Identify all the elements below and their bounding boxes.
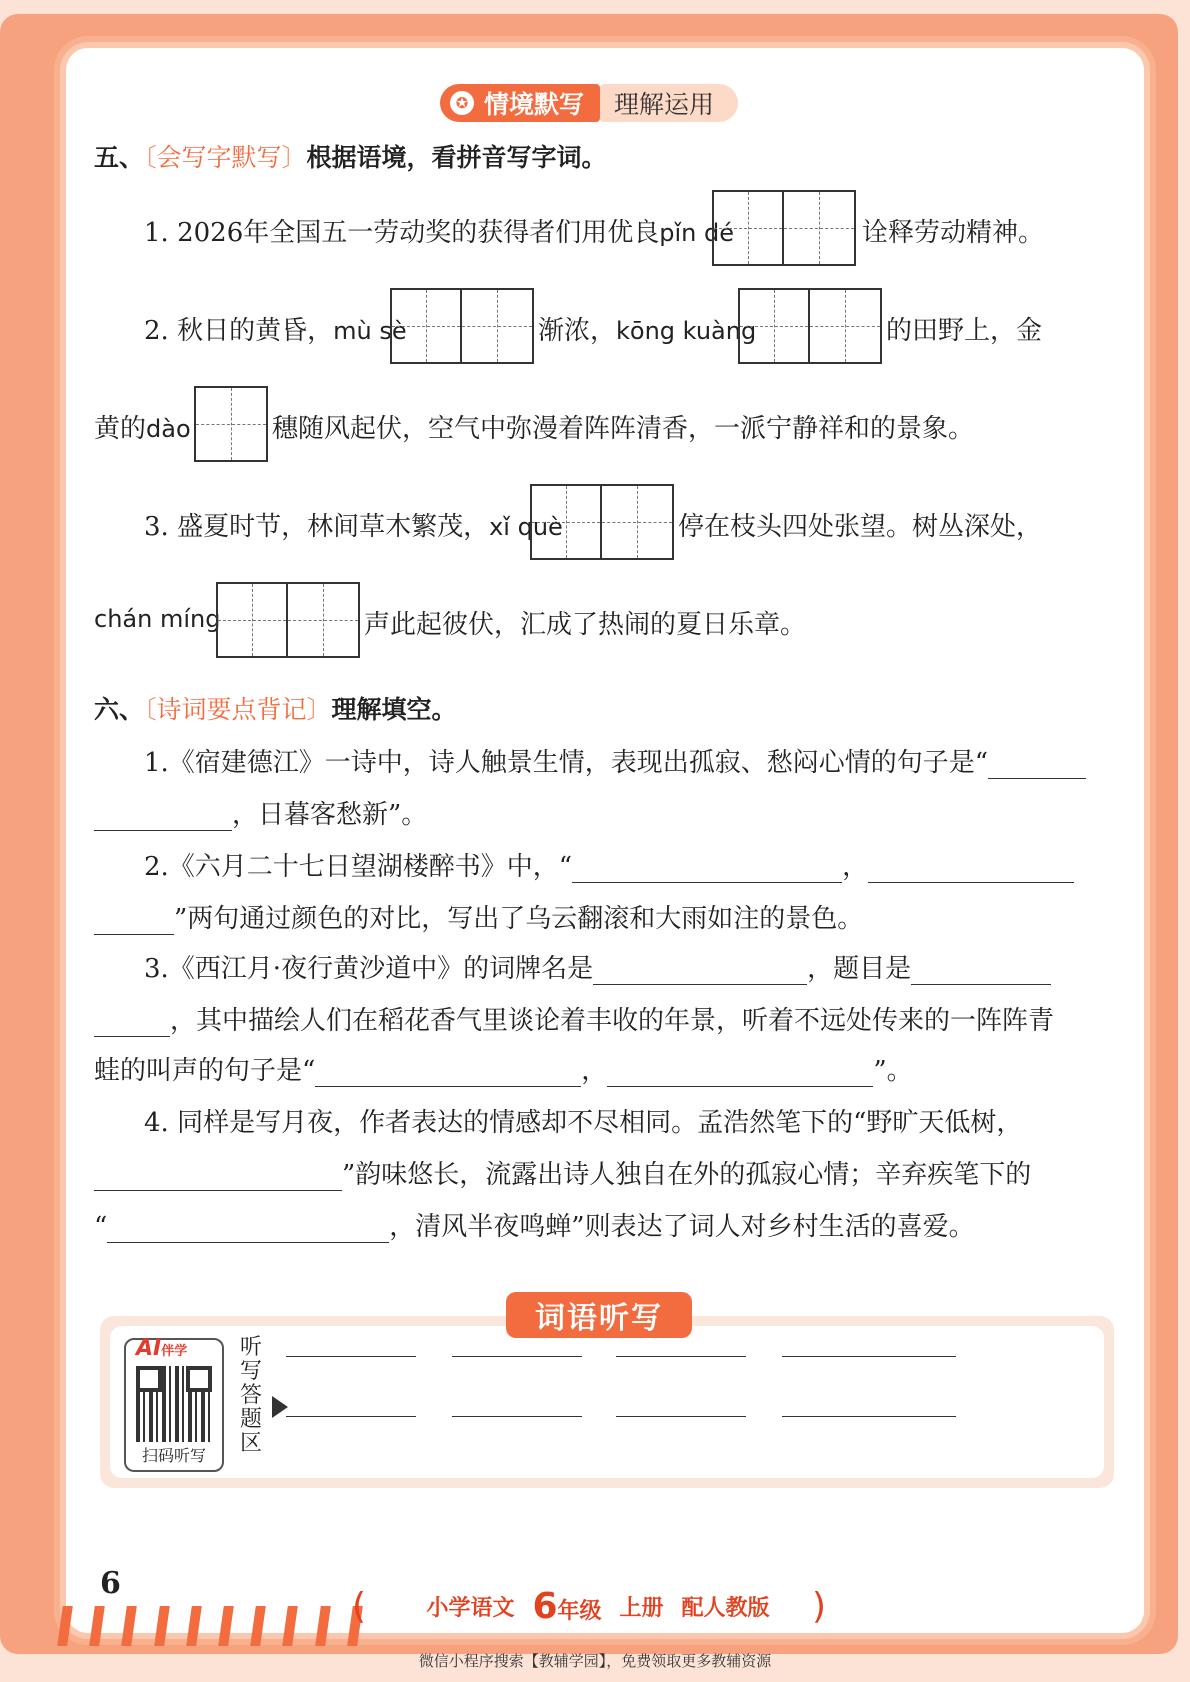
s5-q2-mid2: 的田野上，金 xyxy=(886,316,1043,346)
s6-q4-line2: ”韵味悠长，流露出诗人独自在外的孤寂心情；辛弃疾笔下的 xyxy=(94,1154,1031,1191)
pinyin: xǐ què xyxy=(489,513,563,541)
s5-q3-before: 3. 盛夏时节，林间草木繁茂，xǐ què xyxy=(144,512,563,542)
dictation-line[interactable] xyxy=(616,1416,746,1417)
answer-blank[interactable] xyxy=(988,752,1086,779)
s5-q2-line2-before: 黄的dào xyxy=(94,414,191,444)
pinyin: dào xyxy=(146,415,191,443)
answer-blank[interactable] xyxy=(94,1010,170,1037)
section6-tag: 〔诗词要点背记〕 xyxy=(144,695,332,724)
dictation-line[interactable] xyxy=(782,1356,956,1357)
section5-tag: 〔会写字默写〕 xyxy=(144,143,307,172)
footer-volume: 上册 xyxy=(619,1595,664,1621)
char-grid[interactable] xyxy=(712,190,856,266)
answer-blank[interactable] xyxy=(94,908,174,935)
answer-blank[interactable] xyxy=(107,1216,389,1243)
footer-paren-left: ( xyxy=(352,1586,367,1627)
qr-code-icon[interactable] xyxy=(136,1366,212,1442)
s6-q3-line3: 蛙的叫声的句子是“ ， ”。 xyxy=(94,1056,913,1086)
ai-logo: AI伴学 xyxy=(136,1336,188,1361)
section6-prefix: 六、 xyxy=(94,695,145,724)
medal-icon: ✪ xyxy=(450,91,474,115)
section6-title xyxy=(94,690,457,726)
dictation-line[interactable] xyxy=(286,1356,416,1357)
s6-q1-line1: 1.《宿建德江》一诗中，诗人触景生情，表现出孤寂、愁闷心情的句子是“ xyxy=(144,742,1086,779)
scan-label: 扫码听写 xyxy=(141,1446,206,1465)
footer-subject: 小学语文 xyxy=(426,1595,515,1621)
answer-area-label: 听写答题区 xyxy=(239,1335,262,1456)
answer-blank[interactable] xyxy=(572,856,842,883)
dictation-line[interactable] xyxy=(452,1356,582,1357)
s6-q2-line1: 2.《六月二十七日望湖楼醉书》中，“ ， xyxy=(144,846,1074,883)
s5-q2-line2-after: 穗随风起伏，空气中弥漫着阵阵清香，一派宁静祥和的景象。 xyxy=(272,414,975,444)
char-grid[interactable] xyxy=(390,288,534,364)
char-grid[interactable] xyxy=(216,582,360,658)
header-left xyxy=(440,84,600,122)
answer-blank[interactable] xyxy=(94,1164,342,1191)
s6-q4-line1: 4. 同样是写月夜，作者表达的情感却不尽相同。孟浩然笔下的“野旷天低树， xyxy=(144,1108,1023,1138)
footer-grade-number: 6 xyxy=(532,1585,558,1627)
section5-prefix: 五、 xyxy=(94,143,145,172)
pinyin: kōng kuàng xyxy=(616,317,757,345)
section5-title xyxy=(94,138,607,174)
header-right xyxy=(600,84,738,122)
answer-blank[interactable] xyxy=(911,958,1051,985)
pinyin: pǐn dé xyxy=(659,219,734,247)
answer-blank[interactable] xyxy=(593,958,807,985)
watermark-text: 微信小程序搜索【教辅学园】，免费领取更多教辅资源 xyxy=(418,1652,772,1670)
page-number: 6 xyxy=(100,1566,121,1601)
arrow-right-icon xyxy=(272,1396,288,1418)
dictation-line[interactable] xyxy=(616,1356,746,1357)
section-header-pill xyxy=(440,84,738,122)
s5-q2-before: 2. 秋日的黄昏，mù sè xyxy=(144,316,407,346)
s5-q3-line2-after: 声此起彼伏，汇成了热闹的夏日乐章。 xyxy=(364,610,807,640)
s5-q1-after: 诠释劳动精神。 xyxy=(862,218,1045,248)
answer-blank[interactable] xyxy=(94,804,232,831)
answer-blank[interactable] xyxy=(315,1060,581,1087)
dictation-title: 词语听写 xyxy=(506,1292,692,1338)
answer-blank[interactable] xyxy=(607,1060,873,1087)
s6-q3-line2: ，其中描绘人们在稻花香气里谈论着丰收的年景，听着不远处传来的一阵阵青 xyxy=(94,1000,1054,1037)
answer-blank[interactable] xyxy=(868,856,1074,883)
char-grid[interactable] xyxy=(530,484,674,560)
dictation-line[interactable] xyxy=(286,1416,416,1417)
s5-q3-mid1: 停在枝头四处张望。树丛深处， xyxy=(678,512,1043,542)
header-right-label: 理解运用 xyxy=(614,90,715,119)
s6-q2-line2: ”两句通过颜色的对比，写出了乌云翻滚和大雨如注的景色。 xyxy=(94,898,863,935)
footer-paren-right: ) xyxy=(812,1586,827,1627)
s5-q3-line2-pinyin xyxy=(94,604,220,634)
decorative-stripes xyxy=(60,1606,360,1646)
s6-q4-line3: “ ，清风半夜鸣蝉”则表达了词人对乡村生活的喜爱。 xyxy=(94,1212,975,1242)
section6-heading: 理解填空。 xyxy=(331,695,457,724)
s5-q1-before: 1. 2026年全国五一劳动奖的获得者们用优良pǐn dé xyxy=(144,218,734,248)
footer-edition: 配人教版 xyxy=(681,1595,770,1621)
pinyin: mù sè xyxy=(333,317,407,345)
pinyin: chán míng xyxy=(94,605,221,633)
section5-heading: 根据语境，看拼音写字词。 xyxy=(306,143,607,172)
s5-q2-mid1: 渐浓，kōng kuàng xyxy=(538,316,757,346)
footer-grade-suffix: 年级 xyxy=(557,1598,602,1624)
dictation-line[interactable] xyxy=(452,1416,582,1417)
dictation-line[interactable] xyxy=(782,1416,956,1417)
qr-card[interactable] xyxy=(124,1338,224,1472)
header-left-label: 情境默写 xyxy=(484,90,585,119)
s6-q1-line2: ，日暮客愁新”。 xyxy=(94,794,427,831)
s6-q3-line1: 3.《西江月·夜行黄沙道中》的词牌名是 ，题目是 xyxy=(144,948,1051,985)
char-grid[interactable] xyxy=(194,386,268,462)
char-grid[interactable] xyxy=(738,288,882,364)
footer-book-info xyxy=(378,1586,818,1626)
